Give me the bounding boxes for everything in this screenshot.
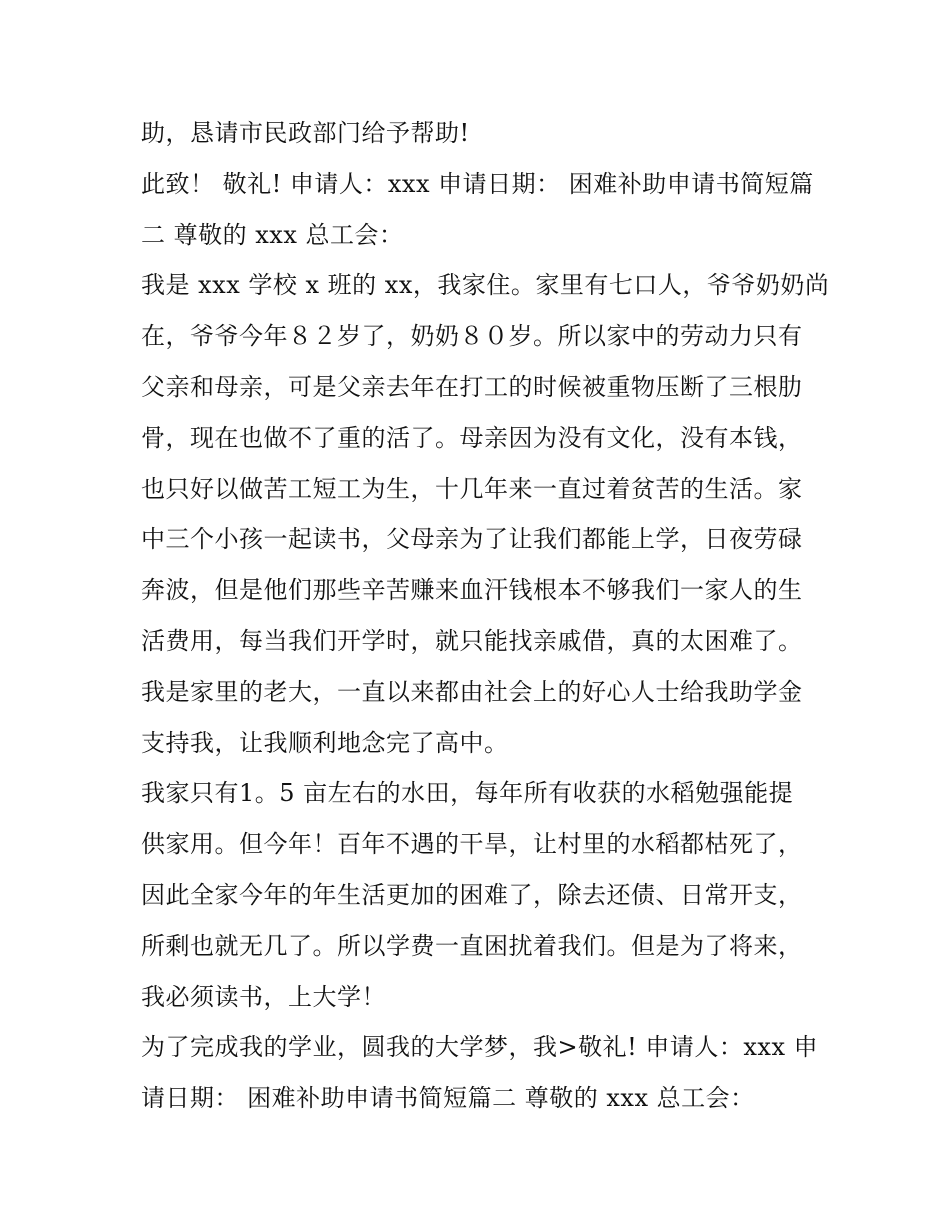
text-line: 在，爷爷今年８２岁了，奶奶８０岁。所以家中的劳动力只有 [141, 322, 803, 351]
text-line: 助，恳请市民政部门给予帮助! [141, 119, 470, 147]
text-line: 所剩也就无几了。所以学费一直困扰着我们。但是为了将来， [141, 931, 803, 960]
text-line: 请日期： 困难补助申请书简短篇二 尊敬的 xxx 总工会： [141, 1084, 755, 1113]
text-line: 奔波，但是他们那些辛苦赚来血汗钱根本不够我们一家人的生 [141, 576, 803, 605]
text-line: 为了完成我的学业，圆我的大学梦，我>敬礼! 申请人：xxx 申 [141, 1033, 819, 1062]
text-line: 此致！ 敬礼! 申请人：xxx 申请日期： 困难补助申请书简短篇 [141, 169, 814, 198]
text-line: 二 尊敬的 xxx 总工会： [141, 220, 404, 249]
text-line: 我是家里的老大，一直以来都由社会上的好心人士给我助学金 [141, 677, 803, 706]
text-line: 中三个小孩一起读书，父母亲为了让我们都能上学，日夜劳碌 [141, 525, 803, 554]
text-line: 也只好以做苦工短工为生，十几年来一直过着贫苦的生活。家 [141, 474, 803, 503]
text-line: 因此全家今年的年生活更加的困难了，除去还债、日常开支， [141, 880, 803, 909]
text-line: 我是 xxx 学校 x 班的 xx，我家住。家里有七口人，爷爷奶奶尚 [141, 271, 830, 300]
text-line: 骨，现在也做不了重的活了。母亲因为没有文化，没有本钱， [141, 423, 803, 452]
text-line: 父亲和母亲，可是父亲去年在打工的时候被重物压断了三根肋 [141, 372, 803, 401]
text-line: 活费用，每当我们开学时，就只能找亲戚借，真的太困难了。 [141, 626, 803, 655]
document-body [141, 108, 830, 1124]
text-line: 支持我，让我顺利地念完了高中。 [141, 728, 509, 757]
text-line: 供家用。但今年！百年不遇的干旱，让村里的水稻都枯死了， [141, 830, 803, 859]
text-line: 我家只有1。5 亩左右的水田，每年所有收获的水稻勉强能提 [141, 779, 794, 808]
text-line: 我必须读书，上大学！ [141, 982, 386, 1011]
